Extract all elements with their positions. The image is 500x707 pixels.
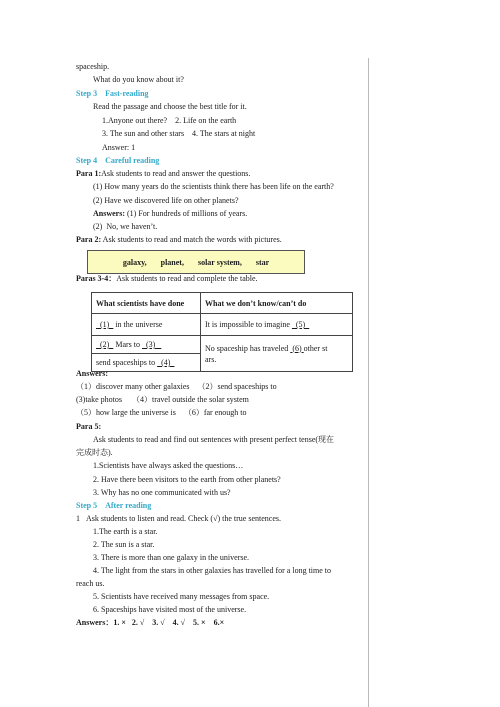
para1-text: Ask students to read and answer the questions. [101, 169, 251, 178]
paras34-text: Ask students to read and complete the table. [116, 274, 258, 283]
word-box [87, 250, 305, 274]
step4-heading: Step 4 Careful reading [76, 156, 160, 165]
blank-1: (1) [96, 320, 114, 329]
step5-heading: Step 5 After reading [76, 501, 152, 510]
question-1: (1) How many years do the scientists think there has been life on the earth? [93, 182, 334, 191]
answers2-label: Answers: [76, 369, 108, 378]
para5-sentence-3: 3. Why has no one communicated with us? [93, 488, 231, 497]
step5-answers: Answers：1. × 2. √ 3. √ 4. √ 5. × 6.× [76, 618, 225, 627]
word-star: star [255, 257, 270, 267]
answers-label: Answers: [93, 209, 125, 218]
blank-5: (5) [291, 320, 310, 329]
word-solar-system: solar system, [197, 257, 242, 267]
word-planet: planet, [160, 257, 184, 267]
step5-instruction: 1 Ask students to listen and read. Check (√) the true sentences. [76, 514, 282, 523]
word-galaxy: galaxy, [122, 257, 147, 267]
para1-label: Para 1: [76, 169, 102, 178]
para5-sentence-1: 1.Scientists have always asked the questions… [93, 461, 244, 470]
para5-sentence-2: 2. Have there been visitors to the earth from other planets? [93, 475, 281, 484]
step5-item-2: 2. The sun is a star. [93, 540, 155, 549]
cell-text: other st [303, 343, 328, 353]
answers2-line-1: （1）discover many other galaxies （2）send spaceships to [76, 382, 277, 391]
para1-line [76, 168, 250, 179]
para5-label: Para 5: [76, 422, 102, 431]
answers-line-1 [93, 208, 247, 219]
step3-options-b: 3. The sun and other stars 4. The stars at night [102, 129, 256, 138]
question-2: (2) Have we discovered life on other planets? [93, 196, 239, 205]
step5-item-5: 5. Scientists have received many messages from space. [93, 592, 270, 601]
step5-item-3: 3. There is more than one galaxy in the universe. [93, 553, 250, 562]
step3-answer: Answer: 1 [102, 143, 136, 152]
answers2-line-3: （5）how large the universe is （6）far enough to [76, 408, 247, 417]
intro-line-2: What do you know about it? [93, 75, 184, 84]
cell-text: in the universe [113, 320, 163, 329]
step5-item-4b: reach us. [76, 579, 105, 588]
cell-text: It is impossible to imagine [205, 320, 292, 329]
intro-line-1: spaceship. [76, 62, 110, 71]
cell-text: ars. [205, 354, 217, 364]
para2-text: Ask students to read and match the words with pictures. [101, 235, 282, 244]
answers2-line-2: (3)take photos （4）travel outside the solar system [76, 395, 249, 404]
table-header-row [92, 293, 353, 314]
blank-6: (6) [290, 343, 304, 353]
para2-label: Para 2: [76, 235, 102, 244]
step5-item-6: 6. Spaceships have visited most of the universe. [93, 605, 247, 614]
table-cell [201, 336, 353, 372]
cell-text: Mars to [113, 340, 142, 349]
answer-2: (2) No, we haven’t. [93, 222, 158, 231]
paras34-label: Paras 3-4： [76, 274, 117, 283]
table-row [92, 314, 353, 336]
paras34-line [76, 273, 258, 284]
step3-instruction: Read the passage and choose the best title for it. [93, 102, 247, 111]
blank-3: (3) [142, 340, 162, 349]
table-cell [201, 314, 353, 336]
table-cell [92, 336, 201, 354]
table-row [92, 336, 353, 354]
step5-item-4a: 4. The light from the stars in other galaxies has travelled for a long time to [93, 566, 332, 575]
margin-rule [368, 58, 369, 707]
para5-instruction-1: Ask students to read and find out sentences with present perfect tense(现在 [93, 435, 335, 444]
table-header-dont-know: What we don’t know/can’t do [201, 293, 353, 314]
para2-line [76, 234, 282, 245]
table-header-done: What scientists have done [92, 293, 201, 314]
step3-heading: Step 3 Fast-reading [76, 89, 149, 98]
completion-table [91, 292, 353, 372]
answer-1: (1) For hundreds of millions of years. [125, 209, 248, 218]
step5-item-1: 1.The earth is a star. [93, 527, 158, 536]
cell-text: send spaceships to [96, 358, 158, 367]
blank-4: (4) [157, 358, 175, 367]
step3-options-a: 1.Anyone out there? 2. Life on the earth [102, 116, 237, 125]
cell-text: No spaceship has traveled [205, 343, 291, 353]
blank-2: (2) [96, 340, 114, 349]
para5-instruction-2: 完成时态). [76, 448, 113, 457]
table-cell [92, 314, 201, 336]
